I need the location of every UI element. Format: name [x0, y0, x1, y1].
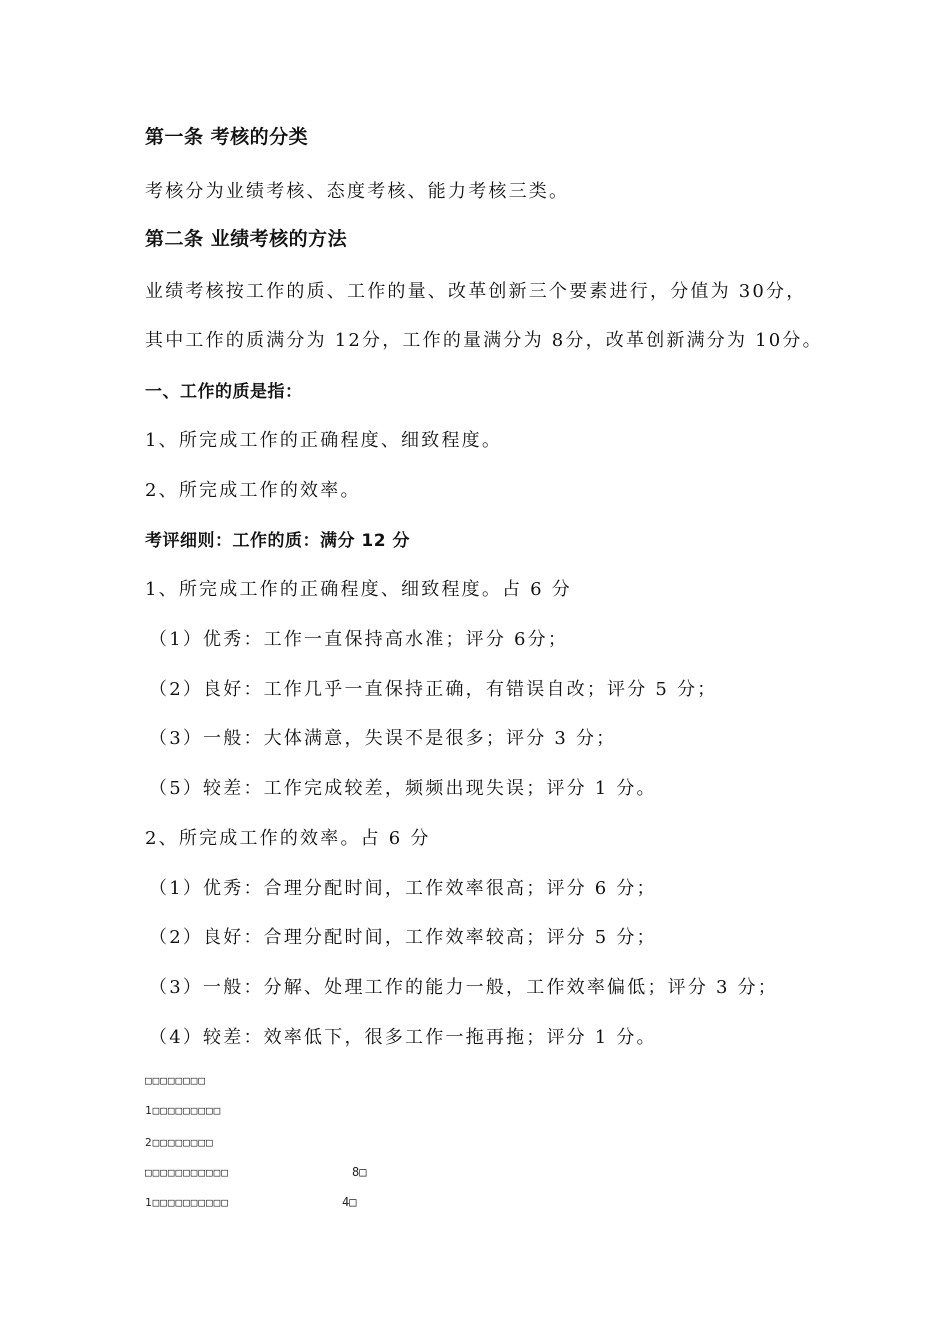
- garbled-line: 1□□□□□□□□□: [145, 1104, 222, 1117]
- quality-point-1: 1、所完成工作的正确程度、细致程度。: [145, 430, 503, 451]
- rules-section-1-title: 1、所完成工作的正确程度、细致程度。占 6 分: [145, 579, 572, 600]
- rules-section-2-item: （3）一般：分解、处理工作的能力一般，工作效率偏低；评分 3 分；: [149, 977, 778, 998]
- garbled-line: □□□□□□□□□□□: [145, 1166, 229, 1179]
- garbled-line: 2□□□□□□□□: [145, 1136, 214, 1149]
- rules-section-2-item: （1）优秀：合理分配时间，工作效率很高；评分 6 分；: [149, 878, 657, 899]
- rules-section-2-title: 2、所完成工作的效率。占 6 分: [145, 828, 431, 849]
- rules-section-1-item: （1）优秀：工作一直保持高水准；评分 6分；: [149, 629, 569, 650]
- article-2-title: 第二条 业绩考核的方法: [145, 228, 348, 250]
- rules-heading: 考评细则：工作的质：满分 12 分: [145, 531, 410, 551]
- quality-heading: 一、工作的质是指：: [145, 382, 303, 402]
- garbled-score: 8□: [352, 1165, 367, 1179]
- article-2-paragraph-line-1: 业绩考核按工作的质、工作的量、改革创新三个要素进行，分值为 30分，: [145, 281, 807, 302]
- garbled-score: 4□: [342, 1195, 357, 1209]
- rules-section-2-item: （4）较差：效率低下，很多工作一拖再拖；评分 1 分。: [149, 1027, 657, 1048]
- article-1-text: 考核分为业绩考核、态度考核、能力考核三类。: [145, 181, 570, 202]
- article-1-title: 第一条 考核的分类: [145, 126, 309, 148]
- article-2-paragraph-line-2: 其中工作的质满分为 12分，工作的量满分为 8分，改革创新满分为 10分。: [145, 330, 823, 351]
- quality-point-2: 2、所完成工作的效率。: [145, 480, 361, 501]
- rules-section-1-item: （5）较差：工作完成较差，频频出现失误；评分 1 分。: [149, 778, 657, 799]
- garbled-line: 1□□□□□□□□□□: [145, 1196, 229, 1209]
- rules-section-1-item: （2）良好：工作几乎一直保持正确，有错误自改；评分 5 分；: [149, 679, 718, 700]
- garbled-line: □□□□□□□□: [145, 1074, 206, 1087]
- rules-section-1-item: （3）一般：大体满意，失误不是很多；评分 3 分；: [149, 728, 617, 749]
- rules-section-2-item: （2）良好：合理分配时间，工作效率较高；评分 5 分；: [149, 927, 657, 948]
